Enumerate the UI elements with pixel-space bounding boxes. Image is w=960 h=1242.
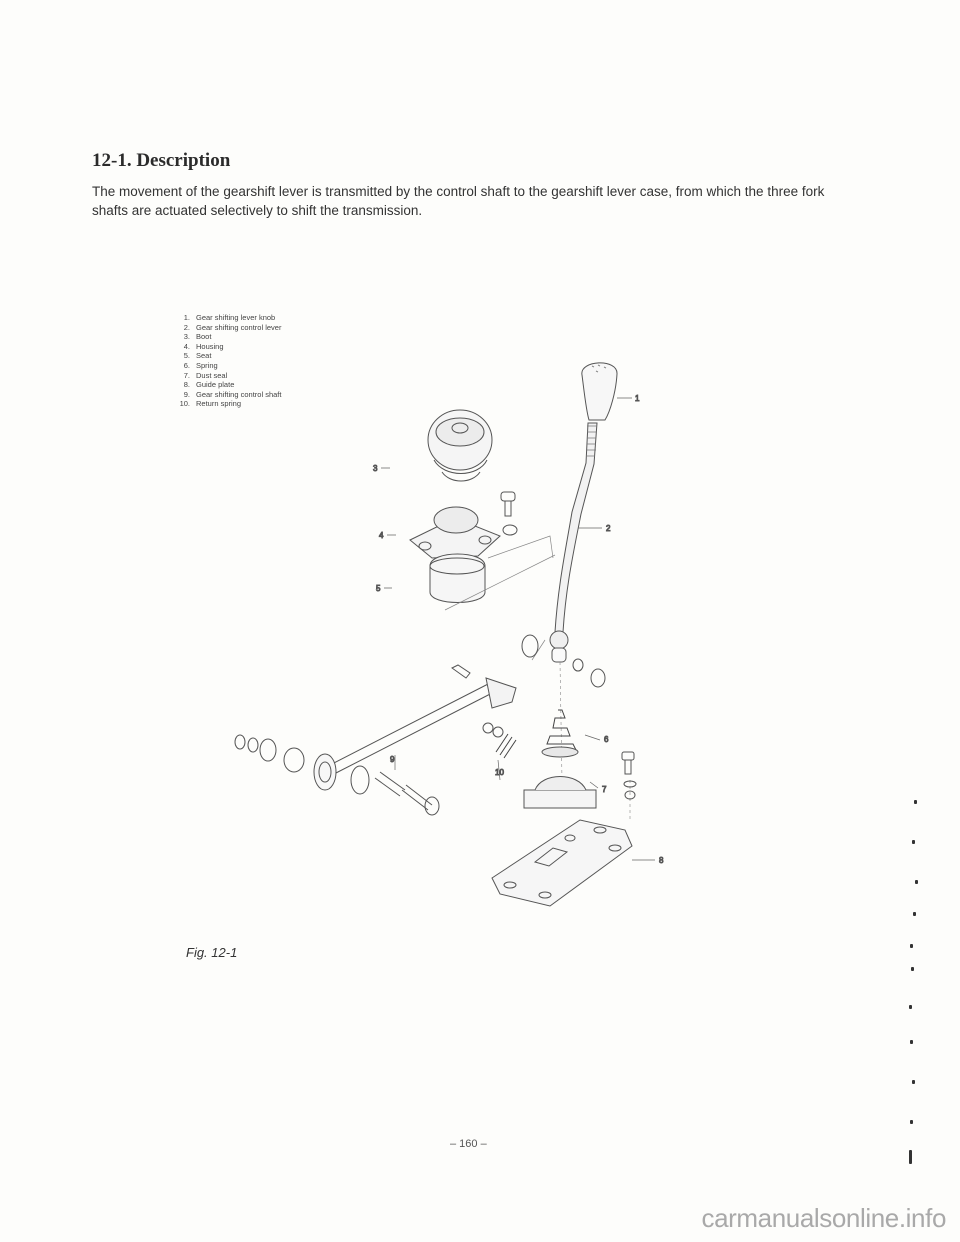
section-title: 12-1. Description [92,150,231,171]
callout-2: 2 [606,524,611,533]
legend-item: 1. Gear shifting lever knob [183,313,276,322]
callout-4: 4 [379,531,384,540]
boot-illustration [428,410,492,481]
legend-item: 10. Return spring [179,399,242,409]
seat-illustration [430,554,485,603]
legend-item: 3. Boot [183,332,212,342]
callout-1: 1 [635,394,640,403]
callout-6: 6 [604,735,609,744]
plate-fasteners-illustration [622,752,636,799]
legend-item: 5. Seat [183,351,212,361]
callout-7: 7 [602,785,607,794]
legend-item: 4. Housing [183,341,224,351]
control-shaft-illustration [235,678,516,815]
legend-item: 7. Dust seal [183,370,228,380]
callout-8: 8 [659,856,664,865]
callout-5: 5 [376,584,381,593]
callout-9: 9 [390,755,395,764]
guide-plate-illustration [492,820,632,906]
intro-paragraph: The movement of the gearshift lever is transmitted by the control shaft to the gearshift lever case, from which the three fork shafts are actuated selectively to shift the transmission. [92,184,825,218]
callout-10: 10 [495,768,504,777]
gearshift-exploded-diagram [230,360,690,930]
small-parts-illustration [452,635,605,737]
legend-item: 8. Guide plate [183,380,235,390]
legend-item: 9. Gear shifting control shaft [183,389,282,399]
housing-illustration [410,507,500,558]
figure-caption: Fig. 12-1 [186,945,238,960]
gearshift-lever-illustration [550,423,597,662]
page-number: – 160 – [450,1138,487,1150]
legend-item: 2. Gear shifting control lever [183,322,282,332]
return-spring-illustration [496,734,516,758]
dust-seal-illustration [524,777,596,809]
watermark: carmanualsonline.info [701,1203,946,1233]
bolt-washer-illustration [501,492,517,535]
callout-3: 3 [373,464,378,473]
spring-illustration [542,710,578,757]
legend-item: 6. Spring [183,360,218,370]
gearshift-knob-illustration [582,363,617,420]
